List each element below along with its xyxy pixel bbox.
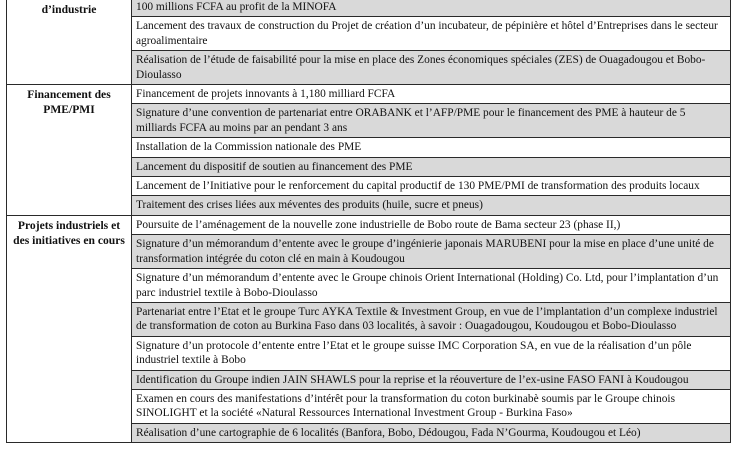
initiative-cell: Lancement du dispositif de soutien au financement des PME [132,157,731,176]
table-row [7,215,731,234]
initiative-cell: Installation de la Commission nationale des PME [132,138,731,157]
initiative-cell: Financement de projets innovants à 1,180 milliard FCFA [132,85,731,104]
table-row [7,85,731,104]
initiative-cell: Réalisation de l’étude de faisabilité pour la mise en place des Zones économiques spéciales (ZES) de Ouagadougou et Bobo-Dioulasso [132,51,731,85]
category-cell: Financement des PME/PMI [7,85,132,216]
initiative-cell: Identification du Groupe indien JAIN SHAWLS pour la reprise et la réouverture de l’ex-usine FASO FANI à Koudougou [132,370,731,389]
initiatives-table [6,0,731,443]
initiative-cell: Traitement des crises liées aux méventes des produits (huile, sucre et pneus) [132,196,731,215]
category-cell: d’industrie [7,0,132,85]
initiative-cell: Lancement de l’Initiative pour le renforcement du capital productif de 130 PME/PMI de transformation des produits locaux [132,177,731,196]
initiative-cell: Partenariat entre l’Etat et le groupe Turc AYKA Textile & Investment Group, en vue de l’implantation d’un complexe industriel de transformation de coton au Burkina Faso dans 03 localités, à savoir : Ouagadougou, Koudougou et Bobo-Dioulasso [132,302,731,336]
initiative-cell: Signature d’un mémorandum d’entente avec le Groupe chinois Orient International (Holding) Co. Ltd, pour l’implantation d’un parc industriel textile à Bobo-Dioulasso [132,269,731,303]
initiative-cell: Signature d’une convention de partenariat entre ORABANK et l’AFP/PME pour le financement des PME à hauteur de 5 milliards FCFA au moins par an pendant 3 ans [132,104,731,138]
initiative-cell: Signature d’un mémorandum d’entente avec le groupe d’ingénierie japonais MARUBENI pour la mise en place d’une unité de transformation intégrée du coton clé en main à Koudougou [132,235,731,269]
table-body [7,0,731,443]
initiative-cell: Réalisation d’une cartographie de 6 localités (Banfora, Bobo, Dédougou, Fada N’Gourma, Koudougou et Léo) [132,423,731,442]
category-cell: Projets industriels et des initiatives en cours [7,215,132,442]
table-row [7,0,731,17]
initiative-cell: Lancement des travaux de construction du Projet de création d’un incubateur, de pépinière et hôtel d’Entreprises dans le secteur agroalimentaire [132,17,731,51]
initiative-cell: Poursuite de l’aménagement de la nouvelle zone industrielle de Bobo route de Bama secteur 23 (phase II,) [132,215,731,234]
initiative-cell: Examen en cours des manifestations d’intérêt pour la transformation du coton burkinabè soumis par le Groupe chinois SINOLIGHT et la société «Natural Ressources International Investment Group - Burkina Faso» [132,389,731,423]
initiative-cell: Signature d’un protocole d’entente entre l’Etat et le groupe suisse IMC Corporation SA, en vue de la réalisation d’un pôle industriel textile à Bobo [132,336,731,370]
initiative-cell: 100 millions FCFA au profit de la MINOFA [132,0,731,17]
